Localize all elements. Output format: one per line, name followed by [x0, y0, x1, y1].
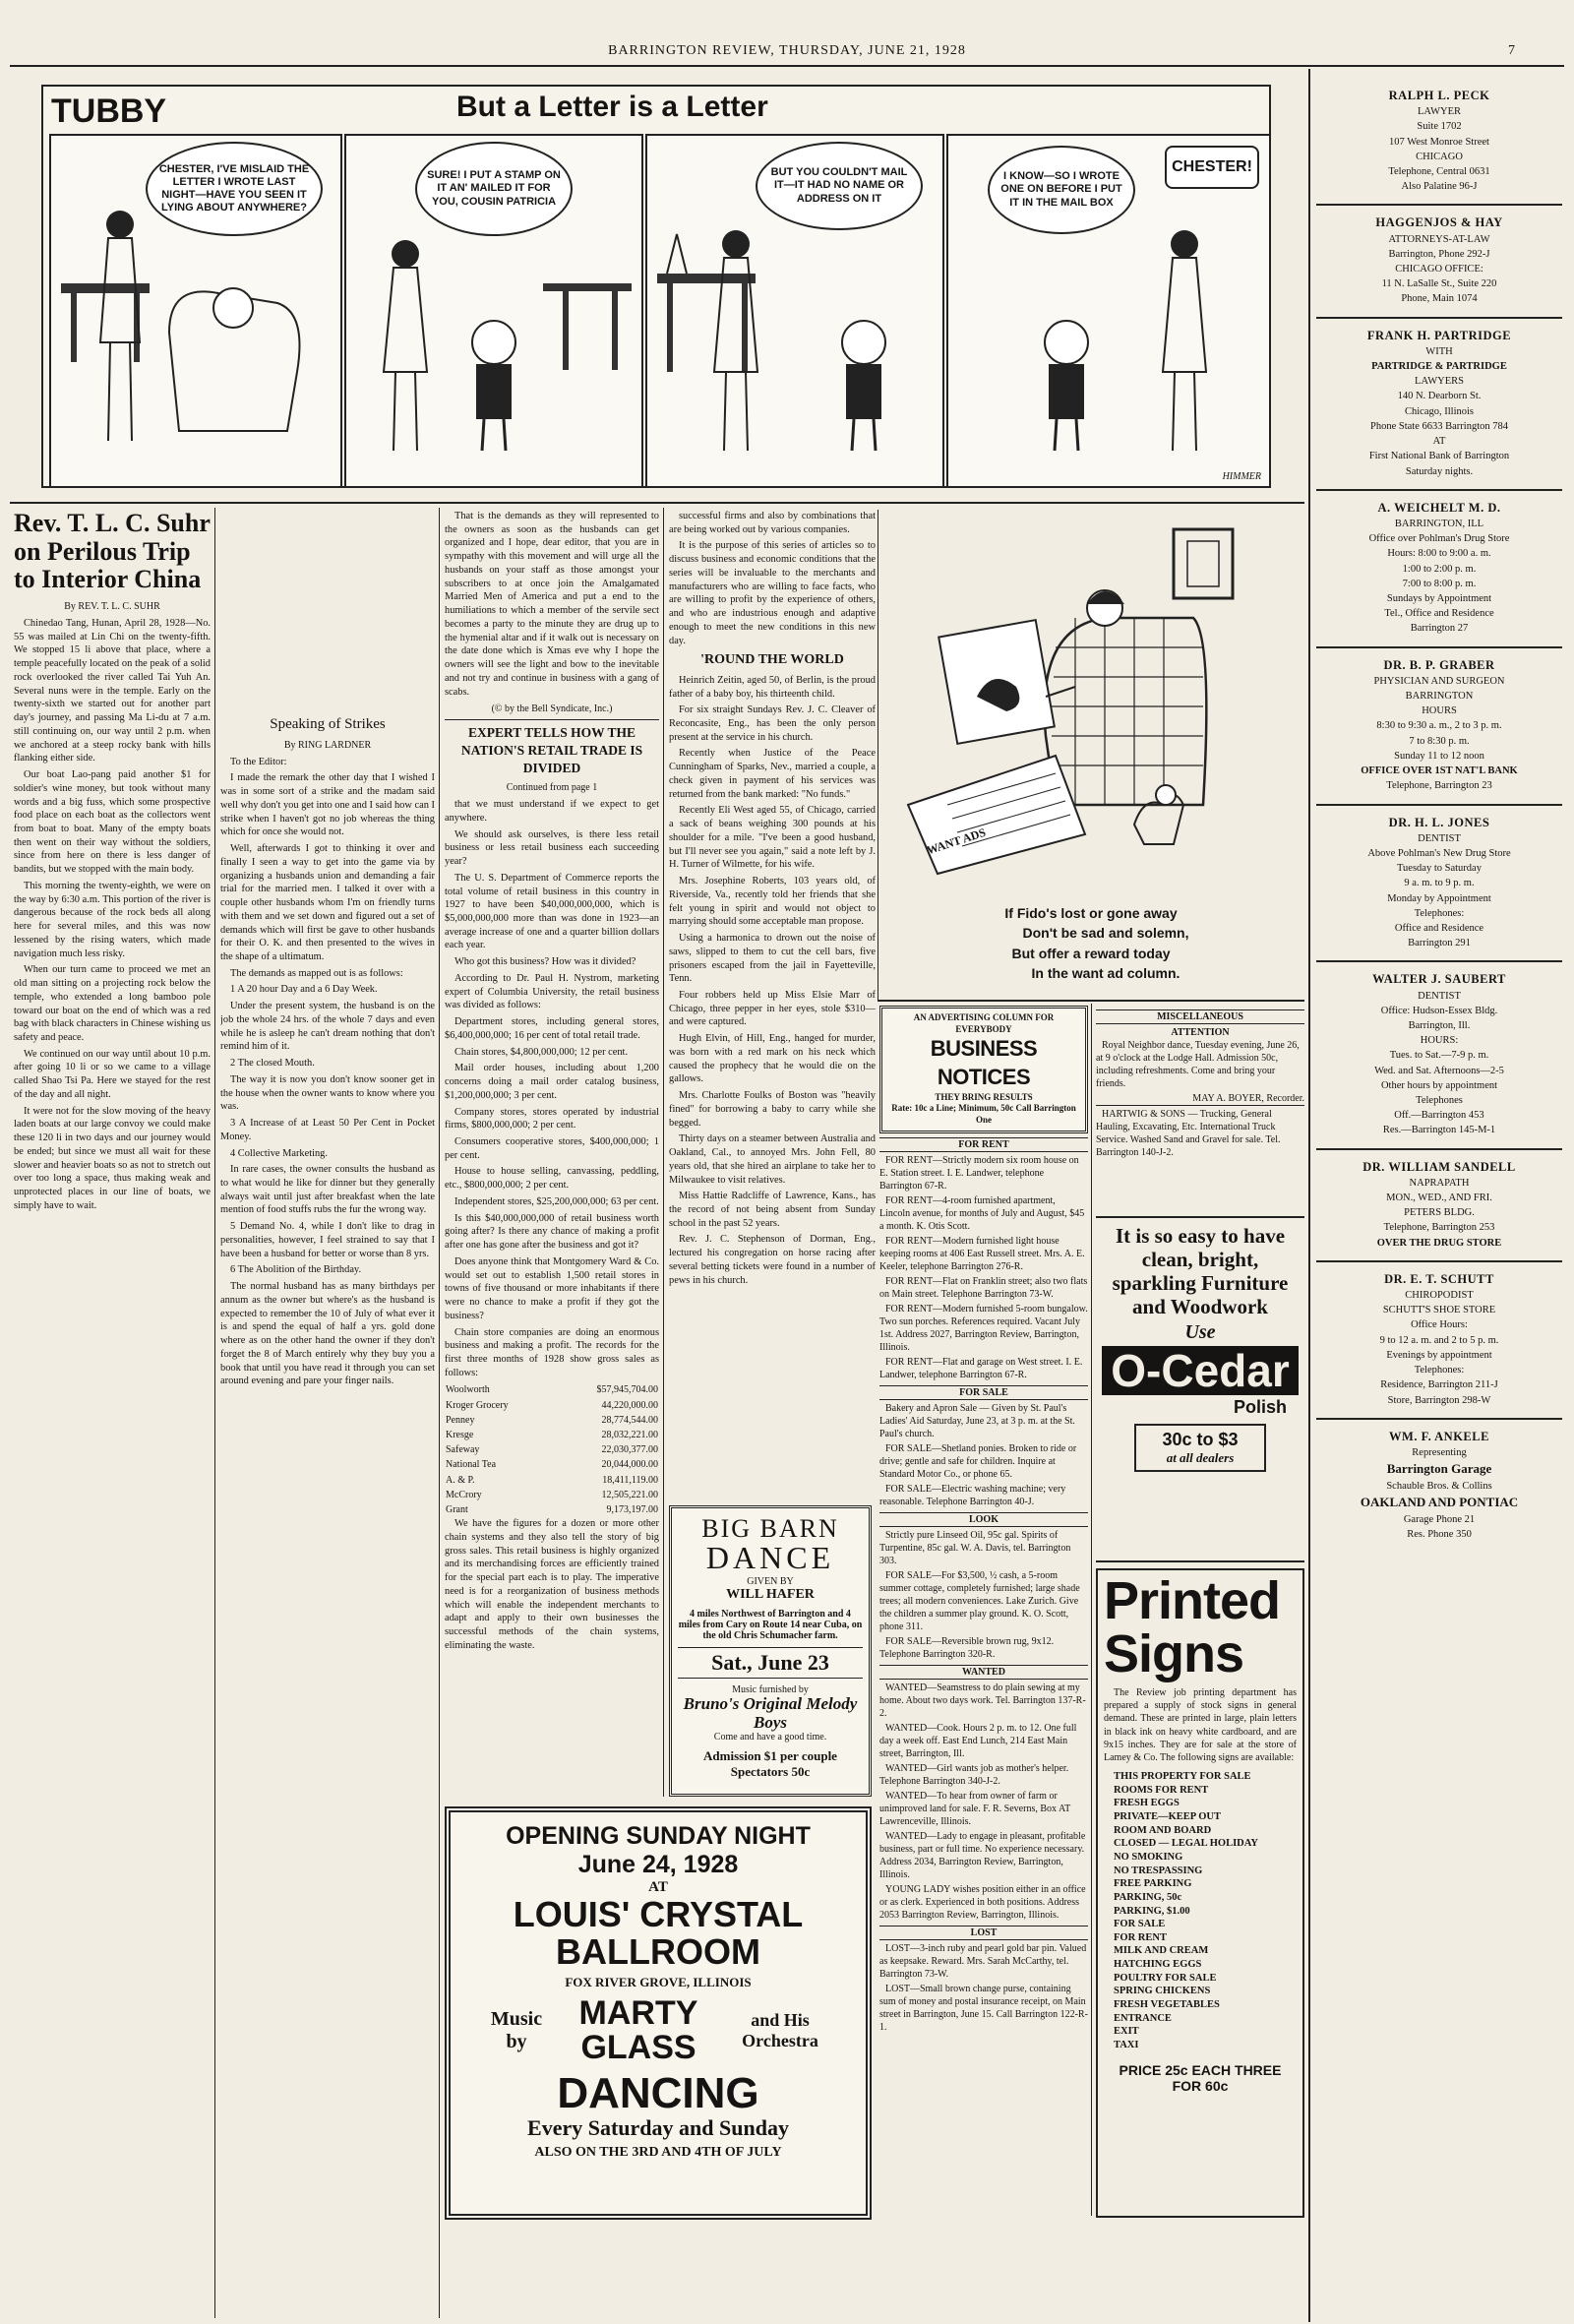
ocedar-price: 30c to $3 [1162, 1430, 1239, 1450]
ocedar-ad [1096, 1216, 1304, 1562]
business-notices-banner [879, 1006, 1088, 1133]
article-paragraph: Chinedao Tang, Hunan, April 28, 1928—No. 55 was mailed at Lin Chi on the twenty-fifth. We stopped 15 li above that place, where a temple peacefully located on the peak of a solid rock overlooked the river called Tai Yuh An. Several nuns were in the temple. Early on the twenty-sixth we started out for another part day's journey, and passing Ma Li-du at 7 a.m. still continuing on, our way until 2 p.m. when we anchored at a steep rocky bank with hills flanking either side. [14, 617, 211, 764]
classified-item: Royal Neighbor dance, Tuesday evening, June 26, at 9 o'clock at the Lodge Hall. Admission 50c, including refreshments. Come and bring your friends. [1096, 1040, 1300, 1089]
directory-line: PARTRIDGE & PARTRIDGE [1371, 361, 1507, 372]
ad-title: DANCE [705, 1540, 835, 1575]
table-row: Safeway 22,030,377.00 [446, 1444, 658, 1456]
signs-title: Printed [1104, 1571, 1281, 1630]
directory-line: Barrington 27 [1410, 623, 1469, 635]
directory-line: Also Palatine 96-J [1401, 181, 1478, 193]
list-item: FRESH EGGS [1114, 1798, 1180, 1809]
directory-line: OFFICE OVER 1ST NAT'L BANK [1361, 765, 1518, 777]
directory-line: 8:30 to 9:30 a. m., 2 to 3 p. m. [1376, 720, 1502, 732]
caption-line: Don't be sad and solemn, [1022, 925, 1189, 942]
masthead: BARRINGTON REVIEW, THURSDAY, JUNE 21, 1928 [608, 43, 966, 58]
directory-card-name: DR. B. P. GRABER [1383, 657, 1495, 672]
banner-text: AN ADVERTISING COLUMN FOR EVERYBODY [913, 1012, 1055, 1034]
article-paragraph: Independent stores, $25,200,000,000; 63 per cent. [454, 1195, 659, 1207]
list-item: PRIVATE—KEEP OUT [1114, 1811, 1222, 1823]
classified-item: WANTED—Girl wants job as mother's helper. Telephone Barrington 340-J-2. [879, 1762, 1069, 1787]
classified-item: HARTWIG & SONS — Trucking, General Hauling, Excavating, Etc. International Truck Service. Washed Sand and Gravel for sale. Tel. Barrington 140-J-2. [1096, 1105, 1304, 1159]
directory-line: Office and Residence [1394, 922, 1484, 934]
misc-attention: ATTENTION [1171, 1027, 1230, 1038]
article-paragraph: The normal husband has as many birthdays per annum as the owner but where's as the husband is expected to remember the 10 of July of what ever it is and spend the equal of half a yrs. gold done where as on the other hand the owner if they don't forget the 8 of March entirely why they buy you a book that until you have read it through you can set around evening and pare your finger nails. [220, 1281, 435, 1387]
article-paragraph: The demands as mapped out is as follows: [230, 967, 403, 979]
directory-line: ATTORNEYS-AT-LAW [1388, 233, 1490, 245]
article-paragraph: 6 The Abolition of the Birthday. [230, 1264, 362, 1276]
classified-item: WANTED—Lady to engage in pleasant, profitable business, part or full time. No experience necessary. Address 2034, Barrington Review, Barrington, Illinois. [879, 1830, 1086, 1880]
signs-title: Signs [1104, 1624, 1244, 1683]
article-paragraph: This morning the twenty-eighth, we were on the way by 6:30 a.m. This portion of the river is dangerous because of the rock beds all along here for several miles, and this was now lessened by the rising waters, which made navigation much less risky. [14, 880, 211, 959]
article-paragraph: To the Editor: [230, 756, 287, 767]
article-headline: Rev. T. L. C. Suhr on Perilous Trip to Interior China [14, 510, 211, 594]
article-suhr [14, 510, 211, 2320]
directory-line: OVER THE DRUG STORE [1376, 1237, 1502, 1249]
classified-item: WANTED—Cook. Hours 2 p. m. to 12. One full day a week off. East End Lunch, 214 East Main street, Barrington, Ill. [879, 1722, 1077, 1759]
directory-line: Other hours by appointment [1380, 1079, 1498, 1091]
ballroom-dancing: DANCING [557, 2068, 759, 2117]
directory-card [1316, 962, 1562, 1149]
comic-strip [41, 85, 1271, 488]
ad-text: Come and have a good time. [713, 1732, 827, 1743]
article-paragraph: Mrs. Josephine Roberts, 103 years old, of Riverside, Va., recently told her friends that she felt young in spirit and would not object to marrying should some acceptable man propose. [669, 876, 876, 928]
article-paragraph: The U. S. Department of Commerce reports the total volume of retail business in this country in 1927 to have been $40,000,000,000, which is $5,000,000,000 more than was done in 1923—an average increase of one and a quarter billion dollars each year. [445, 872, 659, 951]
category-heading: WANTED [879, 1665, 1088, 1680]
article-paragraph: that we must understand if we expect to get anywhere. [445, 799, 659, 824]
table-row: Kresge 28,032,221.00 [446, 1430, 658, 1441]
directory-line: MON., WED., AND FRI. [1386, 1193, 1492, 1204]
directory-card-name: HAGGENJOS & HAY [1375, 215, 1503, 230]
directory-line: Saturday nights. [1405, 465, 1474, 477]
directory-line: Telephone, Barrington 253 [1383, 1222, 1495, 1234]
list-item: CLOSED — LEGAL HOLIDAY [1114, 1838, 1258, 1850]
directory-line: HOURS [1422, 705, 1457, 717]
list-item: FRESH VEGETABLES [1114, 1999, 1220, 2011]
list-item: HATCHING EGGS [1114, 1959, 1202, 1971]
classified-item: FOR RENT—Flat on Franklin street; also two flats on Main street. Telephone Barrington 73-W. [879, 1275, 1088, 1300]
speech-bubble-3: BUT YOU COULDN'T MAIL IT—IT HAD NO NAME OR ADDRESS ON IT [756, 142, 923, 230]
directory-line: 107 West Monroe Street [1389, 136, 1489, 148]
directory-line: Chicago, Illinois [1405, 405, 1474, 417]
ad-price: Spectators 50c [730, 1764, 811, 1780]
ballroom-at: AT [648, 1879, 668, 1895]
directory-card [1316, 648, 1562, 806]
ad-band: Bruno's Original Melody Boys [683, 1694, 858, 1732]
ocedar-polish: Polish [1233, 1397, 1287, 1418]
directory-line: 7:00 to 8:00 p. m. [1402, 578, 1477, 589]
list-item: THIS PROPERTY FOR SALE [1114, 1771, 1251, 1783]
ocedar-use: Use [1184, 1320, 1216, 1343]
directory-line: Telephones: [1414, 1365, 1465, 1376]
article-byline: By REV. T. L. C. SUHR [64, 600, 160, 612]
directory-line: Hours: 8:00 to 9:00 a. m. [1387, 548, 1491, 560]
article-paragraph: Miss Hattie Radcliffe of Lawrence, Kans., has the record of not being absent from Sunday school in the past 52 years. [669, 1191, 876, 1229]
ad-text: GIVEN BY [747, 1576, 794, 1587]
list-item: ROOM AND BOARD [1114, 1824, 1212, 1836]
article-lardner [220, 510, 435, 2320]
ballroom-name: LOUIS' CRYSTAL BALLROOM [513, 1894, 804, 1972]
directory-card-name: A. WEICHELT M. D. [1377, 500, 1501, 515]
list-item: MILK AND CREAM [1114, 1945, 1209, 1957]
directory-line: PHYSICIAN AND SURGEON [1373, 675, 1505, 687]
article-paragraph: Does anyone think that Montgomery Ward & Co. would set out to establish 1,500 retail stores in towns of five thousand or more inhabitants if there were no chance to make a profit if they got the business? [445, 1255, 659, 1321]
ad-title: BIG BARN [701, 1514, 839, 1543]
article-paragraph: Recently when Justice of the Peace Cunningham of Sparks, Nev., married a couple, a check given in payment of his services was returned from the bank marked: "No funds." [669, 748, 876, 800]
directory-line: DENTIST [1418, 832, 1461, 844]
directory-line: Evenings by appointment [1386, 1349, 1492, 1361]
directory-line: Schauble Bros. & Collins [1386, 1480, 1492, 1492]
article-paragraph: The way it is now you don't know sooner get in the house when the owner wants to know where you was. [220, 1073, 435, 1113]
directory-line: Office: Hudson-Essex Bldg. [1380, 1005, 1498, 1016]
comic-panel-2 [344, 134, 643, 488]
chain-sales-table [445, 1382, 659, 1517]
article-round-the-world [669, 510, 876, 1494]
article-title: Speaking of Strikes [270, 716, 386, 732]
article-paragraph: In rare cases, the owner consults the husband as to what would he like for dinner but they generally always wait until just after breakfast when the late mention of food stuffs rubs the fur the wrong way. [220, 1164, 435, 1216]
list-item: PARKING, $1.00 [1114, 1905, 1190, 1917]
article-paragraph: We should ask ourselves, is there less retail business or less retail business each succeeding year? [445, 828, 659, 868]
directory-line: Sunday 11 to 12 noon [1394, 750, 1484, 762]
list-item: PARKING, 50c [1114, 1891, 1182, 1903]
ocedar-brand: O-Cedar [1102, 1346, 1299, 1396]
directory-card-name: WALTER J. SAUBERT [1372, 972, 1506, 987]
directory-line: 7 to 8:30 p. m. [1409, 735, 1470, 747]
article-paragraph: Is this $40,000,000,000 of retail business worth going after? Is there any chance of making a profit after one has gone after the business and got it? [445, 1212, 659, 1252]
article-paragraph: Our boat Lao-pang paid another $1 for soldier's wine money, but took without many words and a big fuss, which some prospective food place on each boat as the collectors went from boat to boat. Many of the empty boats then went on their way without the soldiers, since from here on there is less danger of bandits, but we stopped with the main body. [14, 769, 211, 876]
article-paragraph: That is the demands as they will represented to the owners as soon as the husbands can get organized and I hope, dear editor, that you are in sympathy with this movement and will urge all the husbands on your staff as those amongst your subscribers to at once join the Amalgamated Married Men of America and put a end to the humiliations to which a member of the servile sect becomes a party to the minute they are drug up to the hymenial altar and if it walk out is necessary on the date done which is Xmas eve why I hope the owners will see the light and bow to the inevitable and not try and continue in business with a gang of scabs. [445, 511, 659, 698]
ocedar-headline: It is so easy to have clean, bright, sparkling Furniture and Woodwork [1112, 1224, 1289, 1319]
classified-item: FOR RENT—Modern furnished 5-room bungalow. Two sun porches. References required. Vacant July 1st. Address 2027, Barrington Review, Barrington, Illinois. [879, 1303, 1088, 1353]
ballroom-date: June 24, 1928 [577, 1851, 739, 1878]
directory-line: Res. Phone 350 [1407, 1529, 1472, 1541]
directory-line: Store, Barrington 298-W [1387, 1394, 1491, 1406]
page-number: 7 [1508, 43, 1515, 58]
classified-item: Strictly pure Linseed Oil, 95c gal. Spirits of Turpentine, 85c gal. W. A. Davis, tel. Barrington 303. [879, 1529, 1071, 1566]
column-rule [439, 508, 440, 2318]
list-item: ROOMS FOR RENT [1114, 1784, 1209, 1796]
directory-line: Tues. to Sat.—7-9 p. m. [1389, 1050, 1489, 1062]
banner-text: THEY BRING RESULTS [935, 1091, 1033, 1102]
category-heading: LOST [879, 1926, 1088, 1940]
ballroom-orchestra: and His Orchestra [742, 2010, 818, 2051]
article-paragraph: It is the purpose of this series of articles so to discuss business and economic conditions that the series will be invaluable to the merchants and manufacturers who are willing to face facts, who are willing to profit by the experience of others, and who are industrious enough and adaptive enough to meet the new conditions in this new day. [669, 540, 876, 646]
directory-line: SCHUTT'S SHOE STORE [1382, 1305, 1496, 1316]
ad-price: Admission $1 per couple [703, 1748, 837, 1764]
want-ad-illustration [878, 510, 1302, 1000]
directory-line: Phone State 6633 Barrington 784 [1370, 420, 1508, 432]
category-heading: FOR SALE [879, 1385, 1088, 1400]
article-paragraph: Chain store companies are doing an enormous business and making a profit. The records for the first three months of 1928 show gross sales as follows: [445, 1326, 659, 1378]
classified-item: FOR RENT—4-room furnished apartment, Lincoln avenue, for months of July and August, $45 a month. K. Otis Scott. [879, 1194, 1085, 1232]
directory-line: 9 a. m. to 9 p. m. [1404, 878, 1475, 889]
panel-1-drawing [51, 136, 336, 482]
article-headline: EXPERT TELLS HOW THE NATION'S RETAIL TRADE IS DIVIDED [460, 725, 643, 776]
directory-line: Telephone, Central 0631 [1388, 166, 1490, 177]
directory-line: Tel., Office and Residence [1384, 608, 1494, 620]
caption-line: But offer a reward today [1011, 945, 1171, 961]
article-paragraph: 3 A Increase of at Least 50 Per Cent in Pocket Money. [220, 1118, 435, 1142]
directory-line: OAKLAND AND PONTIAC [1360, 1495, 1519, 1510]
article-paragraph: 2 The closed Mouth. [230, 1058, 315, 1070]
classified-item: YOUNG LADY wishes position either in an office or as clerk. Experienced in both positions. Address 2053 Barrington Review, Barrington, Illinois. [879, 1883, 1086, 1921]
directory-line: CHICAGO OFFICE: [1395, 264, 1483, 275]
ocedar-dealers: at all dealers [1166, 1450, 1235, 1466]
article-paragraph: Department stores, including general stores, $6,400,000,000; 16 per cent of total retail trade. [445, 1016, 659, 1041]
directory-line: Barrington Garage [1386, 1461, 1492, 1477]
directory-line: HOURS: [1420, 1035, 1459, 1047]
ad-date: Sat., June 23 [678, 1647, 863, 1679]
directory-line: 140 N. Dearborn St. [1397, 391, 1482, 402]
directory-line: NAPRAPATH [1409, 1177, 1470, 1189]
list-item: FREE PARKING [1114, 1878, 1192, 1890]
directory-line: Office Hours: [1411, 1319, 1468, 1331]
directory-card-name: DR. E. T. SCHUTT [1384, 1271, 1494, 1286]
column-rule [663, 508, 664, 1797]
article-paragraph: We have the figures for a dozen or more other chain systems and they also tell the story of big gross sales. This retail business is highly organized and its merchandising forces are efficiently trained for the special part each is to play. The imperative need is for a reorganization of business methods which will enable the independent merchants to adapt and apply to their own businesses the successful methods of the chain systems, eliminating the waste. [445, 1518, 659, 1651]
directory-line: CHICAGO [1416, 151, 1463, 162]
category-heading: FOR RENT [879, 1137, 1088, 1152]
classified-item: FOR RENT—Strictly modern six room house on E. Station street. I. E. Landwer, telephone Barrington 67-R. [879, 1154, 1079, 1192]
list-item: ENTRANCE [1114, 2012, 1172, 2024]
article-paragraph: I made the remark the other day that I wished I was in some sort of a strike and the madam said well why don't you get into one and I said how can I strike when I haven't got no job whereas the thing which for once she would not. [220, 772, 435, 838]
table-row: McCrory 12,505,221.00 [446, 1489, 658, 1500]
directory-card-name: DR. H. L. JONES [1388, 815, 1490, 829]
speech-bubble-5: CHESTER! [1165, 146, 1259, 189]
table-row: Penney 28,774,544.00 [446, 1414, 658, 1426]
directory-card [1316, 319, 1562, 491]
ad-host: WILL HAFER [726, 1587, 815, 1602]
want-ad-drawing [878, 510, 1302, 884]
caption-line: In the want ad column. [1031, 964, 1180, 981]
directory-line: 11 N. LaSalle St., Suite 220 [1381, 278, 1497, 290]
printed-signs-ad [1096, 1568, 1304, 2218]
article-paragraph: It were not for the slow moving of the heavy laden boats at our large convoy we could make these 120 li in two days and our journey would be ended; but since we must all wait for these slower and heavier boats so as not to stretch out over too long a space, thus making weak and unprotected places in our line of boats, we simply have to wait. [14, 1105, 211, 1211]
classified-item: Bakery and Apron Sale — Given by St. Paul's Ladies' Aid Saturday, June 23, at 3 p. m. at the St. Paul's church. [879, 1402, 1075, 1439]
column-rule [1091, 1004, 1092, 2216]
directory-card-name: DR. WILLIAM SANDELL [1362, 1159, 1516, 1174]
classified-item: WANTED—Seamstress to do plain sewing at my home. About two days work. Tel. Barrington 137-R-2. [879, 1682, 1086, 1719]
article-paragraph: Who got this business? How was it divided? [454, 956, 636, 968]
comic-panel-1 [49, 134, 342, 488]
banner-title: BUSINESS NOTICES [930, 1036, 1038, 1089]
directory-line: 9 to 12 a. m. and 2 to 5 p. m. [1379, 1334, 1499, 1346]
classified-item: FOR RENT—Modern furnished light house keeping rooms at 406 East Russell street. Mrs. A. E. Keeler, telephone Barrington 276-R. [879, 1235, 1085, 1272]
category-heading: MISCELLANEOUS [1096, 1009, 1304, 1024]
ballroom-location: FOX RIVER GROVE, ILLINOIS [565, 1974, 752, 1989]
professional-directory [1316, 79, 1562, 2322]
directory-line: Garage Phone 21 [1403, 1514, 1476, 1526]
barn-dance-ad [669, 1505, 872, 1797]
miscellaneous-section [1096, 1006, 1304, 1212]
article-paragraph: Thirty days on a steamer between Australia and Oakland, Cal., to annoyed Mrs. John Fell, 80 years old, that she hired an airplane to take her to Milwaukee to visit relatives. [669, 1133, 876, 1186]
comic-bottom-rule [10, 502, 1304, 504]
signs-price: PRICE 25c EACH THREE FOR 60c [1119, 2061, 1282, 2094]
article-credit: (© by the Bell Syndicate, Inc.) [491, 703, 613, 715]
ballroom-music-label: Music by [490, 2008, 543, 2053]
directory-line: Tuesday to Saturday [1397, 863, 1482, 875]
table-row: National Tea 20,044,000.00 [446, 1459, 658, 1471]
category-heading: LOOK [879, 1512, 1088, 1527]
directory-line: 1:00 to 2:00 p. m. [1402, 563, 1477, 575]
business-notices [879, 1006, 1088, 2216]
article-paragraph: 1 A 20 hour Day and a 6 Day Week. [230, 984, 378, 996]
directory-line: BARRINGTON [1405, 690, 1474, 702]
classified-item: LOST—3-inch ruby and pearl gold bar pin. Valued as keepsake. Reward. Mrs. Sarah McCarthy, tel. Barrington 73-W. [879, 1942, 1087, 1980]
article-paragraph: We continued on our way until about 10 p.m. after going 10 li or so we came to a village called Shao Tsi Pa. Here we stayed for the rest of the day and all night. [14, 1048, 211, 1100]
classified-item: FOR SALE—Reversible brown rug, 9x12. Telephone Barrington 320-R. [879, 1635, 1055, 1660]
directory-line: Above Pohlman's New Drug Store [1367, 847, 1511, 859]
classified-item: FOR SALE—For $3,500, ½ cash, a 5-room summer cottage, completely furnished; large shade trees; all modern conveniences. Lake Zurich. Give the children a summer play ground. K. O. Scott, phone 311. [879, 1569, 1080, 1632]
directory-line: DENTIST [1418, 990, 1461, 1002]
article-paragraph: Four robbers held up Miss Elsie Marr of Chicago, three pepper in her eyes, stole $310—and were captured. [669, 989, 876, 1028]
article-paragraph: Heinrich Zeitin, aged 50, of Berlin, is the proud father of a baby boy, his thirteenth child. [669, 674, 876, 700]
want-ad-caption [878, 903, 1302, 983]
article-paragraph: For six straight Sundays Rev. J. C. Cleaver of Reconcasite, Eng., has been the only person present at the service in his church. [669, 704, 876, 743]
article-paragraph: Chain stores, $4,800,000,000; 12 per cent. [454, 1046, 629, 1058]
want-ads-paper-label: WANT ADS [925, 825, 988, 858]
section-rule [878, 1000, 1304, 1002]
classified-item: WANTED—To hear from owner of farm or unimproved land for sale. F. R. Severns, Box AT Lawrenceville, Illinois. [879, 1790, 1070, 1827]
article-paragraph: Recently Eli West aged 55, of Chicago, carried a sack of beans weighing 300 pounds at his shoulder for a mile. "I've been a good husband, but I'll never see you again," said a note left by J. H. Turner of Wilmette, for his wife. [669, 805, 876, 871]
directory-line: Suite 1702 [1417, 121, 1462, 133]
ballroom-opening: OPENING SUNDAY NIGHT [506, 1822, 811, 1850]
article-retail-trade [445, 510, 659, 1799]
directory-line: Representing [1412, 1446, 1467, 1458]
classified-item: FOR SALE—Shetland ponies. Broken to ride or drive; gentle and safe for children. Inquire at Standard Motor Co., or phone 65. [879, 1442, 1077, 1480]
article-paragraph: Rev. J. C. Stephenson of Dorman, Eng., lectured his congregation on horse racing after several betting tickets were found in a number of pews in his church. [669, 1234, 876, 1286]
caption-line: If Fido's lost or gone away [1004, 905, 1178, 921]
directory-line: Wed. and Sat. Afternoons—2-5 [1374, 1065, 1504, 1076]
directory-line: Barrington, Ill. [1408, 1019, 1471, 1031]
masthead-rule [10, 65, 1564, 67]
directory-line: Sundays by Appointment [1386, 592, 1492, 604]
directory-line: Residence, Barrington 211-J [1380, 1379, 1498, 1391]
directory-line: Telephone, Barrington 23 [1386, 780, 1492, 792]
directory-line: LAWYER [1417, 106, 1462, 118]
article-paragraph: 4 Collective Marketing. [230, 1147, 328, 1159]
directory-line: AT [1432, 436, 1446, 448]
article-paragraph: Under the present system, the husband is on the job the whole 24 hrs. of the whole 7 days and even while he is asleep he can't dream nothing that don't remind him of it. [220, 1001, 435, 1053]
directory-line: PETERS BLDG. [1404, 1207, 1475, 1219]
column-rule [214, 508, 215, 2318]
panel-2-drawing [346, 136, 637, 482]
classified-item: LOST—Small brown change purse, containing sum of money and postal insurance receipt, on Main street in Barrington, June 15. Call Barrington 122-R-1. [879, 1983, 1088, 2033]
directory-card [1316, 1420, 1562, 1553]
list-item: POULTRY FOR SALE [1114, 1972, 1217, 1984]
list-item: FOR SALE [1114, 1919, 1166, 1930]
ballroom-music [458, 1993, 858, 2067]
directory-line: Phone, Main 1074 [1401, 293, 1478, 305]
article-byline: By RING LARDNER [283, 739, 372, 751]
directory-line: BARRINGTON, ILL [1394, 518, 1484, 529]
misc-signer: MAY A. BOYER, Recorder. [1192, 1093, 1304, 1104]
list-item: EXIT [1114, 2026, 1139, 2038]
list-item: NO TRESPASSING [1114, 1865, 1203, 1876]
directory-card-name: RALPH L. PECK [1388, 89, 1490, 102]
article-headline: 'ROUND THE WORLD [700, 652, 844, 668]
table-row: Grant 9,173,197.00 [446, 1503, 658, 1515]
directory-line: LAWYERS [1415, 376, 1464, 388]
article-paragraph: Company stores, stores operated by industrial firms, $800,000,000; 2 per cent. [445, 1106, 659, 1131]
directory-card-name: WM. F. ANKELE [1389, 1429, 1489, 1443]
directory-line: CHIROPODIST [1405, 1290, 1474, 1302]
article-paragraph: Mrs. Charlotte Foulks of Boston was "heavily fined" for borrowing a baby to carry while she begged. [669, 1090, 876, 1129]
table-row: Woolworth $57,945,704.00 [446, 1384, 658, 1396]
comic-panel-4 [946, 134, 1271, 488]
comic-artist-signature: HIMMER [1222, 471, 1261, 482]
ballroom-band: MARTY GLASS [578, 1993, 698, 2067]
directory-line: Res.—Barrington 145-M-1 [1382, 1125, 1496, 1136]
directory-line: Telephones [1416, 1095, 1463, 1107]
article-paragraph: According to Dr. Paul H. Nystrom, marketing expert of Columbia University, the retail business was divided as follows: [445, 972, 659, 1011]
directory-line: Office over Pohlman's Drug Store [1368, 533, 1510, 545]
crystal-ballroom-ad [445, 1806, 872, 2220]
article-paragraph: When our turn came to proceed we met an old man sitting on a projecting rock below the temple, who extended a long bamboo pole toward our boat on the end of which was a red bag with black characters in Chinese wishing us safety and peace. [14, 964, 211, 1043]
list-item: FOR RENT [1114, 1931, 1167, 1943]
directory-card [1316, 806, 1562, 963]
directory-card [1316, 206, 1562, 318]
signs-description: The Review job printing department has prepared a supply of stock signs in general demand. These are printed in large, plain letters in black ink on heavy white cardboard, and are 9x15 inches. They are for sale at the store of Lamey & Co. The following signs are available: [1104, 1687, 1297, 1763]
classified-item: FOR SALE—Electric washing machine; very reasonable. Telephone Barrington 40-J. [879, 1483, 1066, 1507]
list-item: TAXI [1114, 2039, 1139, 2050]
directory-divider [1308, 69, 1310, 2322]
directory-card-name: FRANK H. PARTRIDGE [1366, 328, 1512, 342]
speech-bubble-4: I KNOW—SO I WROTE ONE ON BEFORE I PUT IT IN THE MAIL BOX [988, 146, 1135, 234]
directory-line: Off.—Barrington 453 [1394, 1110, 1484, 1122]
article-paragraph: Consumers cooperative stores, $400,000,000; 1 per cent. [445, 1135, 659, 1161]
article-paragraph: Mail order houses, including about 1,200 concerns doing a mail order catalog business, $1,200,000,000; 3 per cent. [445, 1063, 659, 1101]
comic-name: TUBBY [51, 92, 167, 130]
panel-4-drawing [948, 136, 1265, 482]
comic-title: But a Letter is a Letter [456, 91, 768, 123]
table-row: A. & P. 18,411,119.00 [446, 1474, 658, 1486]
directory-card [1316, 1150, 1562, 1262]
panel-3-drawing [647, 136, 938, 482]
directory-card [1316, 1262, 1562, 1420]
directory-line: Barrington 291 [1408, 938, 1471, 949]
signs-list [1104, 1770, 1297, 2051]
article-paragraph: House to house selling, canvassing, peddling, etc., $800,000,000; 2 per cent. [445, 1166, 659, 1192]
directory-line: WITH [1425, 345, 1453, 357]
article-paragraph: 5 Demand No. 4, while I don't like to drag in personalities, however, I feel strained to say that I have been a husband for better or worse than 8 yrs. [220, 1221, 435, 1259]
directory-card [1316, 79, 1562, 206]
speech-bubble-2: SURE! I PUT A STAMP ON IT AN' MAILED IT FOR YOU, COUSIN PATRICIA [415, 142, 573, 236]
directory-line: Barrington, Phone 292-J [1388, 248, 1490, 260]
directory-card [1316, 491, 1562, 648]
ad-location: 4 miles Northwest of Barrington and 4 miles from Cary on Route 14 near Cuba, on the old Chris Schumacher farm. [678, 1609, 863, 1641]
article-paragraph: Well, afterwards I got to thinking it over and finally I seen a way to get into the game via by organizing a husbands union and demanding a fair trial for the married men. I talked it over with a couple other husbands whom I'm on friendly turns with them and we set down and figured out a set of demands which will first be gave to other husbands for their O. K. and then presented to the wives in the shape of a ultimatum. [220, 843, 435, 962]
ad-text: Music furnished by [732, 1684, 809, 1695]
article-paragraph: Using a harmonica to drown out the noise of saws, slipped to them to cut the cell bars, five prisoners escaped from the jail in Fayetteville, Tenn. [669, 933, 876, 985]
article-paragraph: Hugh Elvin, of Hill, Eng., hanged for murder, was born with a red mark on his neck which caused the prophecy that he would die on the gallows. [669, 1033, 876, 1085]
directory-line: Telephones: [1414, 907, 1465, 919]
list-item: NO SMOKING [1114, 1851, 1183, 1863]
ballroom-also: ALSO ON THE 3RD AND 4TH OF JULY [534, 2144, 782, 2160]
classified-item: FOR RENT—Flat and garage on West street. I. E. Landwer, telephone Barrington 67-R. [879, 1356, 1083, 1380]
article-continued: Continued from page 1 [506, 781, 598, 793]
table-row: Kroger Grocery 44,220,000.00 [446, 1399, 658, 1411]
comic-panel-3 [645, 134, 944, 488]
list-item: SPRING CHICKENS [1114, 1986, 1211, 1997]
banner-rate: Rate: 10c a Line; Minimum, 50c Call Barrington One [891, 1103, 1076, 1125]
article-paragraph: successful firms and also by combinations that are being worked out by various companies. [669, 511, 876, 535]
directory-line: Monday by Appointment [1387, 892, 1491, 904]
speech-bubble-1: CHESTER, I'VE MISLAID THE LETTER I WROTE LAST NIGHT—HAVE YOU SEEN IT LYING ABOUT ANYWHERE? [146, 142, 323, 236]
ballroom-schedule: Every Saturday and Sunday [527, 2114, 789, 2140]
directory-line: First National Bank of Barrington [1368, 451, 1510, 462]
